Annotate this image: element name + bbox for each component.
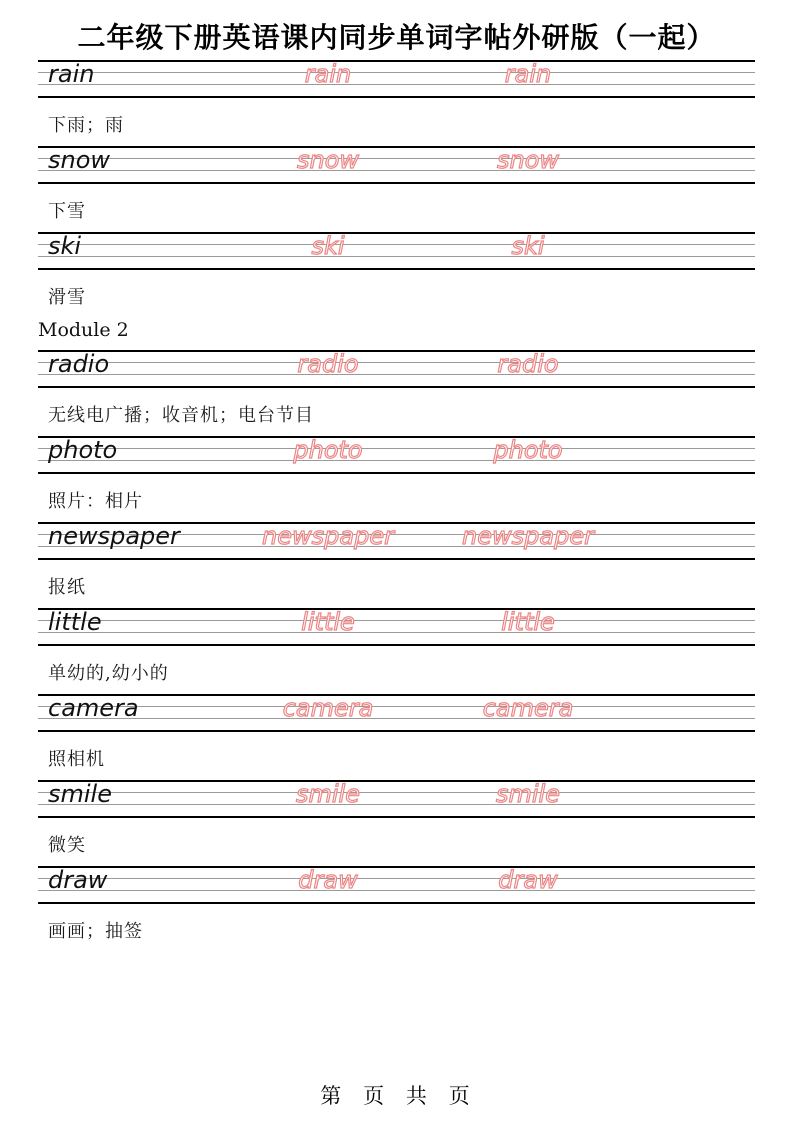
word-black: rain <box>48 60 95 88</box>
word-translation: 单幼的,幼小的 <box>48 663 169 684</box>
word-trace-1: snow <box>296 146 360 174</box>
section-label: Module 2 <box>38 319 129 341</box>
word-trace-1: little <box>301 608 355 636</box>
word-trace-2: rain <box>504 60 552 88</box>
writing-guide <box>38 436 755 474</box>
word-trace-1: rain <box>304 60 352 88</box>
writing-guide <box>38 522 755 560</box>
word-trace-1: smile <box>296 780 360 808</box>
word-entry <box>38 350 755 436</box>
word-trace-1: radio <box>297 350 359 378</box>
writing-guide <box>38 608 755 646</box>
word-entry <box>38 522 755 608</box>
word-trace-1: newspaper <box>262 522 394 550</box>
word-translation: 照相机 <box>48 749 105 770</box>
word-entry <box>38 608 755 694</box>
word-black: camera <box>48 694 139 722</box>
word-trace-2: snow <box>496 146 560 174</box>
word-black: smile <box>48 780 112 808</box>
word-translation: 报纸 <box>48 577 86 598</box>
word-entry <box>38 780 755 866</box>
word-entry <box>38 232 755 350</box>
word-trace-1: camera <box>282 694 374 722</box>
writing-guide <box>38 60 755 98</box>
word-black: draw <box>48 866 108 894</box>
word-trace-1: ski <box>311 232 345 260</box>
word-entry <box>38 866 755 952</box>
word-translation: 下雪 <box>48 201 86 222</box>
word-entry <box>38 60 755 146</box>
writing-guide <box>38 694 755 732</box>
word-trace-1: photo <box>293 436 363 464</box>
word-list <box>38 60 755 952</box>
word-translation: 画画；抽签 <box>48 921 143 942</box>
word-trace-2: radio <box>497 350 559 378</box>
word-entry <box>38 694 755 780</box>
writing-guide <box>38 350 755 388</box>
word-trace-2: smile <box>496 780 560 808</box>
word-translation: 微笑 <box>48 835 86 856</box>
word-trace-2: draw <box>498 866 558 894</box>
writing-guide <box>38 232 755 270</box>
word-black: ski <box>48 232 82 260</box>
writing-guide <box>38 146 755 184</box>
word-trace-1: draw <box>298 866 358 894</box>
word-trace-2: newspaper <box>462 522 594 550</box>
word-translation: 照片：相片 <box>48 491 143 512</box>
word-black: snow <box>48 146 111 174</box>
page-title: 二年级下册英语课内同步单词字帖外研版（一起） <box>77 22 716 53</box>
word-translation: 滑雪 <box>48 287 86 308</box>
word-entry <box>38 146 755 232</box>
writing-guide <box>38 866 755 904</box>
word-black: photo <box>48 436 118 464</box>
word-trace-2: camera <box>482 694 574 722</box>
word-trace-2: photo <box>493 436 563 464</box>
word-black: radio <box>48 350 110 378</box>
word-entry <box>38 436 755 522</box>
word-translation: 无线电广播；收音机；电台节目 <box>48 405 314 426</box>
word-black: little <box>48 608 102 636</box>
writing-guide <box>38 780 755 818</box>
word-trace-2: ski <box>511 232 545 260</box>
word-black: newspaper <box>48 522 180 550</box>
word-translation: 下雨；雨 <box>48 115 124 136</box>
page-footer: 第 页 共 页 <box>320 1085 473 1108</box>
word-trace-2: little <box>501 608 555 636</box>
